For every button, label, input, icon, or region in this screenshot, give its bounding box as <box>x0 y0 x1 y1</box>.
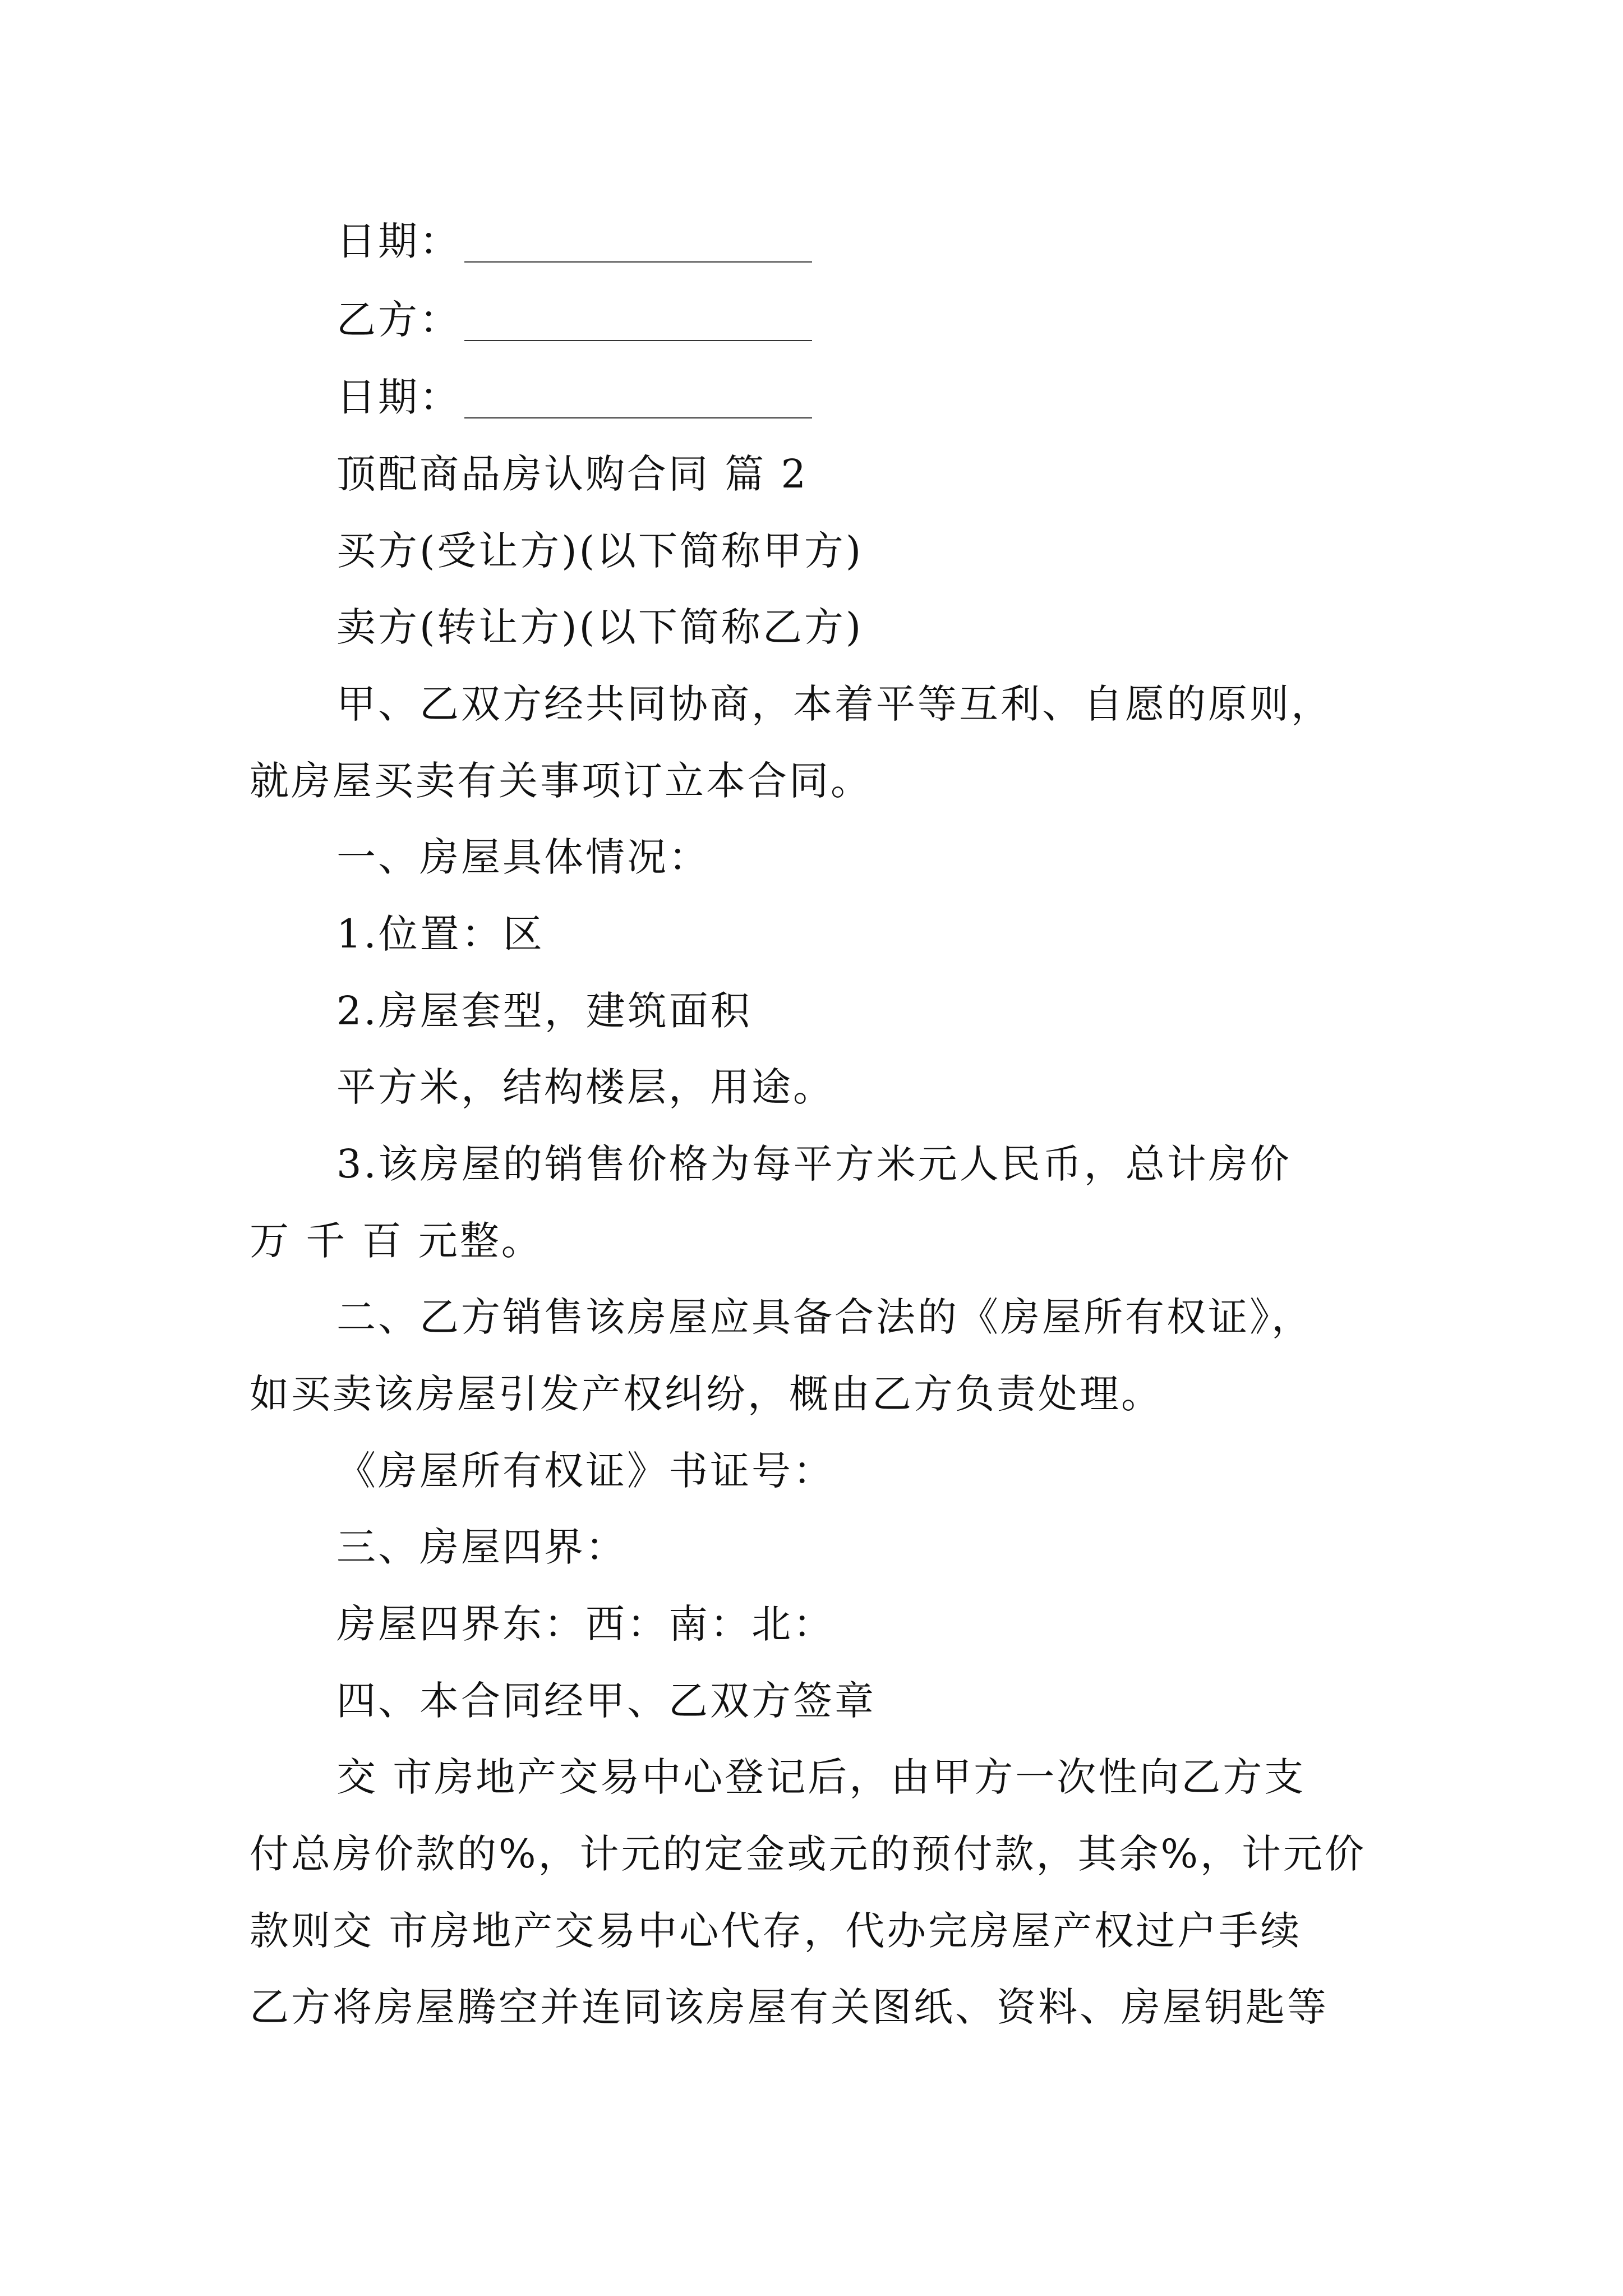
date-line-1 <box>336 213 812 269</box>
party-b-label: 乙方： <box>336 297 461 343</box>
buyer-line: 买方(受让方)(以下简称甲方) <box>336 528 864 574</box>
date-blank <box>464 417 812 418</box>
boundaries-line: 房屋四界东：西：南：北： <box>336 1601 834 1647</box>
intro-paragraph-line-2: 就房屋买卖有关事项订立本合同。 <box>250 758 872 804</box>
date-line-2 <box>336 369 812 425</box>
intro-paragraph-line-1: 甲、乙双方经共同协商，本着平等互利、自愿的原则， <box>336 681 1332 727</box>
payment-line-3: 款则交 市房地产交易中心代存，代办完房屋产权过户手续 <box>250 1908 1302 1954</box>
section-3-title: 三、房屋四界： <box>336 1524 627 1570</box>
section-1-title: 一、房屋具体情况： <box>336 834 710 880</box>
section-4-title: 四、本合同经甲、乙双方签章 <box>336 1678 876 1724</box>
item-house-type-cont: 平方米，结构楼层，用途。 <box>336 1064 834 1110</box>
section-2-line-1: 二、乙方销售该房屋应具备合法的《房屋所有权证》， <box>336 1294 1313 1340</box>
party-b-blank <box>464 340 812 341</box>
section-2-line-2: 如买卖该房屋引发产权纠纷，概由乙方负责处理。 <box>250 1371 1163 1417</box>
payment-line-2: 付总房价款的%，计元的定金或元的预付款，其余%，计元价 <box>250 1831 1367 1877</box>
date-label: 日期： <box>336 218 461 264</box>
item-price-line-1: 3.该房屋的销售价格为每平方米元人民币，总计房价 <box>336 1141 1292 1187</box>
contract-heading: 顶配商品房认购合同 篇 2 <box>336 451 809 497</box>
seller-line: 卖方(转让方)(以下简称乙方) <box>336 604 864 650</box>
item-location: 1.位置：区 <box>336 911 545 957</box>
party-b-line <box>336 292 812 348</box>
item-house-type: 2.房屋套型，建筑面积 <box>336 988 752 1034</box>
certificate-number: 《房屋所有权证》书证号： <box>336 1448 834 1494</box>
payment-line-4: 乙方将房屋腾空并连同该房屋有关图纸、资料、房屋钥匙等 <box>250 1984 1329 2030</box>
date-label: 日期： <box>336 374 461 420</box>
date-blank <box>464 261 812 263</box>
payment-line-1: 交 市房地产交易中心登记后，由甲方一次性向乙方支 <box>336 1754 1306 1800</box>
item-price-line-2: 万 千 百 元整。 <box>250 1218 543 1264</box>
